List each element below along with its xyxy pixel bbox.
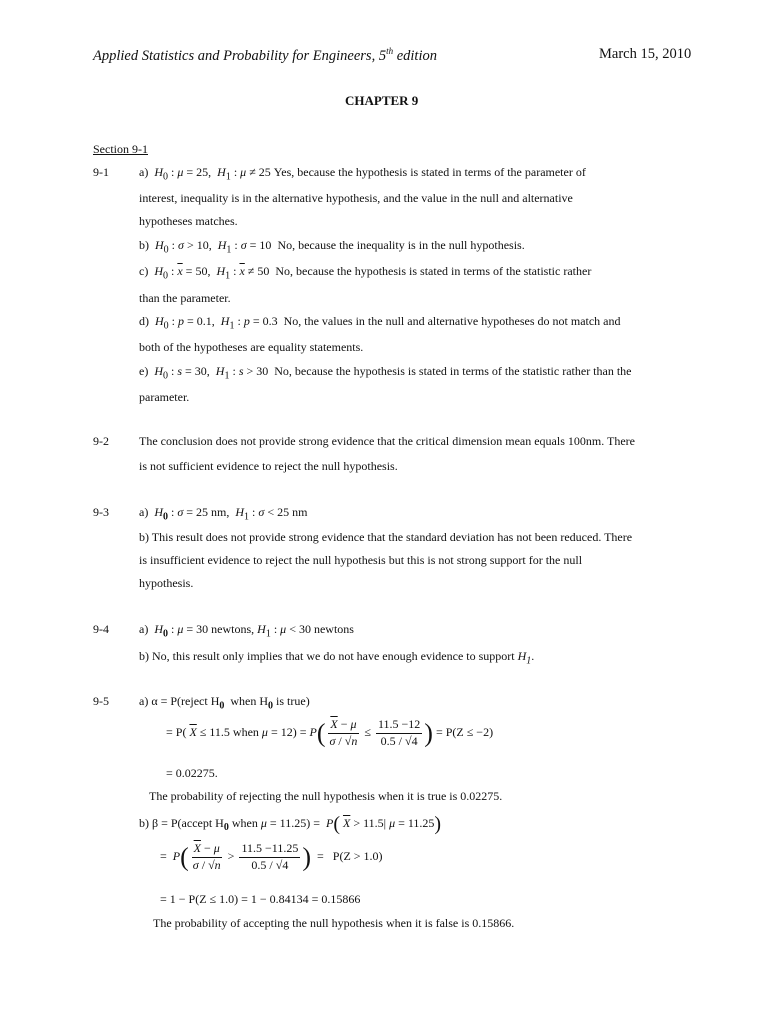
problem-9-1b: b) $H_0$ : σ > 10, $H_1$ : σ = 10 No, because the inequality is in the null hypothesis. bbox=[139, 238, 525, 256]
section-heading: Section 9-1 bbox=[93, 142, 148, 156]
problem-9-1d-line2: both of the hypotheses are equality statements. bbox=[139, 340, 364, 354]
problem-9-1a-line3: hypotheses matches. bbox=[139, 214, 238, 228]
problem-9-1a-line2: interest, inequality is in the alternative hypothesis, and the value in the null and alternative bbox=[139, 191, 573, 205]
problem-9-3b-line1: b) This result does not provide strong evidence that the standard deviation has not been reduced. There bbox=[139, 530, 633, 544]
problem-9-3a: a) $H_0$ : σ = 25 nm, $H_1$ : σ < 25 nm bbox=[139, 505, 308, 523]
problem-9-1c-line2: than the parameter. bbox=[139, 291, 231, 305]
problem-9-2-line2: is not sufficient evidence to reject the null hypothesis. bbox=[139, 459, 398, 473]
problem-9-1c: c) $H_0$ : $\overline{x} = 50$, $H_1$ : $\overline{x} \ne 50$ No, because the hypothesis is stated in terms of the statistic rather bbox=[139, 264, 592, 282]
chapter-title: CHAPTER 9 bbox=[345, 93, 419, 108]
beta-result: = 1 − P(Z ≤ 1.0) = 1 − 0.84134 = 0.15866 bbox=[160, 892, 361, 906]
problem-number-9-1: 9-1 bbox=[93, 165, 109, 179]
header-date: March 15, 2010 bbox=[599, 46, 692, 62]
problem-number-9-5: 9-5 bbox=[93, 694, 109, 708]
beta-equation: = P( $\frac{\overline{X} - \mu}{\sigma / √n}$ > $\frac{11.5 -11.25}{0.5 / √4}$ ) = P(Z > 1.0) bbox=[160, 841, 383, 872]
problem-number-9-4: 9-4 bbox=[93, 622, 109, 636]
beta-sentence: The probability of accepting the null hypothesis when it is false is 0.15866. bbox=[153, 916, 515, 930]
problem-number-9-3: 9-3 bbox=[93, 505, 109, 519]
alpha-sentence: The probability of rejecting the null hypothesis when it is true is 0.02275. bbox=[149, 789, 503, 803]
problem-9-5b: b) β = P(accept $H_0$ when μ = 11.25) = P( $\overline{X} > 11.5|$ μ = 11.25) bbox=[139, 813, 442, 835]
problem-9-2-line1: The conclusion does not provide strong evidence that the critical dimension mean equals 100nm. There bbox=[139, 434, 635, 448]
problem-9-4b: b) No, this result only implies that we do not have enough evidence to support $H_1$. bbox=[139, 649, 535, 667]
problem-9-4a: a) $H_0$ : μ = 30 newtons, $H_1$ : μ < 30 newtons bbox=[139, 622, 354, 640]
problem-9-3b-line2: is insufficient evidence to reject the null hypothesis but this is not strong support for the null bbox=[139, 553, 583, 567]
problem-9-1a: a) $H_0$ : μ = 25, $H_1$ : μ ≠ 25 Yes, because the hypothesis is stated in terms of the parameter of bbox=[139, 165, 586, 183]
problem-9-1e-line2: parameter. bbox=[139, 390, 190, 404]
problem-number-9-2: 9-2 bbox=[93, 434, 109, 448]
problem-9-1d: d) $H_0$ : p = 0.1, $H_1$ : p = 0.3 No, the values in the null and alternative hypotheses do not match and bbox=[139, 314, 621, 332]
problem-9-5a: a) α = P(reject $H_0$ when $H_0$ is true) bbox=[139, 694, 310, 712]
problem-9-1e: e) $H_0$ : s = 30, $H_1$ : s > 30 No, because the hypothesis is stated in terms of the statistic rather than the bbox=[139, 364, 632, 382]
alpha-result: = 0.02275. bbox=[166, 766, 218, 780]
problem-9-3b-line3: hypothesis. bbox=[139, 576, 194, 590]
book-title: Applied Statistics and Probability for Engineers, 5th edition bbox=[93, 46, 437, 64]
alpha-equation: = P( $\overline{X} \le 11.5$ when μ = 12) = P( $\frac{\overline{X} - \mu}{\sigma / √n}$ ≤ $\frac{11.5 -12}{0.5 / √4}$ ) = P(Z ≤ −2) bbox=[166, 717, 494, 748]
